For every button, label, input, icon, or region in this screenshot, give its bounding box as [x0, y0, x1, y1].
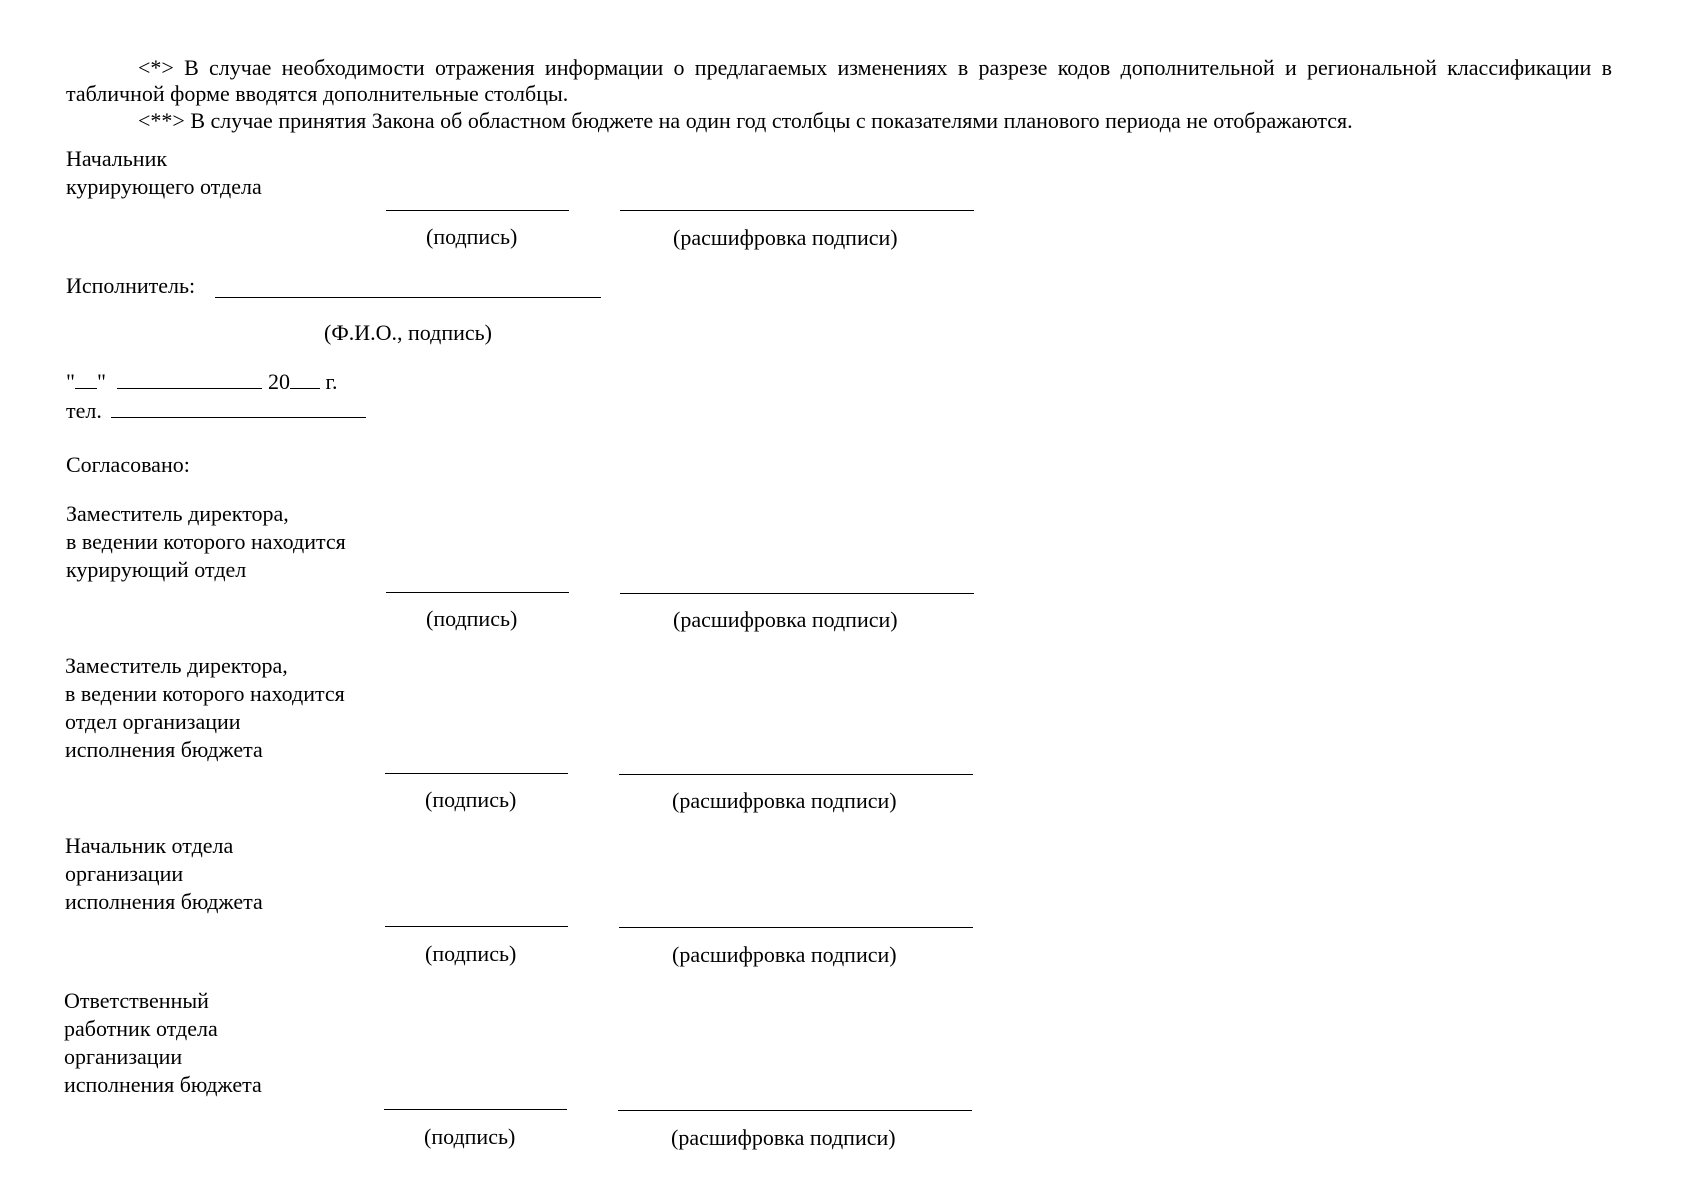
footnote-1: <*> В случае необходимости отражения информации о предлагаемых изменениях в разрезе кодов дополнительной и региональной классификации в табличной форме вводятся дополнительные столбцы. — [66, 55, 1612, 106]
phone-label: тел. — [66, 398, 102, 423]
chief-decoding-line — [619, 927, 973, 928]
responsible-signature-caption: (подпись) — [424, 1124, 516, 1149]
date-quote-open: " — [66, 369, 75, 394]
responsible-line3: организации — [64, 1044, 183, 1069]
chief-line2: организации — [65, 861, 184, 886]
head-signature-caption: (подпись) — [426, 224, 518, 249]
deputy2-line2: в ведении которого находится — [65, 681, 345, 706]
chief-decoding-caption: (расшифровка подписи) — [672, 942, 897, 967]
deputy1-signature-caption: (подпись) — [426, 606, 518, 631]
executor-caption: (Ф.И.О., подпись) — [324, 320, 492, 345]
executor-line — [215, 297, 601, 298]
deputy1-decoding-line — [620, 593, 974, 594]
deputy2-decoding-caption: (расшифровка подписи) — [672, 788, 897, 813]
responsible-line2: работник отдела — [64, 1016, 218, 1041]
date-month-blank — [117, 370, 262, 389]
responsible-line1: Ответственный — [64, 988, 209, 1013]
responsible-decoding-caption: (расшифровка подписи) — [671, 1125, 896, 1150]
date-year-prefix: 20 — [267, 369, 290, 394]
chief-signature-caption: (подпись) — [425, 941, 517, 966]
footnote-2: <**> В случае принятия Закона об областном бюджете на один год столбцы с показателями планового периода не отображаются. — [138, 108, 1353, 133]
head-title-line1: Начальник — [66, 146, 168, 171]
chief-line3: исполнения бюджета — [65, 889, 263, 914]
deputy2-signature-line — [385, 773, 568, 774]
head-decoding-caption: (расшифровка подписи) — [673, 225, 898, 250]
date-quote-close: " — [96, 369, 106, 394]
phone-blank — [111, 399, 366, 418]
deputy1-decoding-caption: (расшифровка подписи) — [673, 607, 898, 632]
executor-label: Исполнитель: — [66, 273, 196, 298]
deputy1-line3: курирующий отдел — [66, 557, 247, 582]
responsible-decoding-line — [618, 1110, 972, 1111]
date-line — [66, 368, 338, 396]
date-year-suffix: г. — [325, 369, 338, 394]
deputy1-line2: в ведении которого находится — [66, 529, 346, 554]
responsible-line4: исполнения бюджета — [64, 1072, 262, 1097]
date-day-blank — [75, 370, 97, 389]
head-title-line2: курирующего отдела — [66, 174, 262, 199]
chief-line1: Начальник отдела — [65, 833, 234, 858]
date-year-blank — [290, 370, 320, 389]
deputy1-signature-line — [386, 592, 569, 593]
deputy2-line3: отдел организации — [65, 709, 241, 734]
head-decoding-line — [620, 210, 974, 211]
chief-signature-line — [385, 926, 568, 927]
deputy2-line1: Заместитель директора, — [65, 653, 288, 678]
phone-line — [66, 397, 366, 425]
deputy2-decoding-line — [619, 774, 973, 775]
deputy2-line4: исполнения бюджета — [65, 737, 263, 762]
agreed-label: Согласовано: — [66, 452, 190, 477]
deputy1-line1: Заместитель директора, — [66, 501, 289, 526]
head-signature-line — [386, 210, 569, 211]
deputy2-signature-caption: (подпись) — [425, 787, 517, 812]
responsible-signature-line — [384, 1109, 567, 1110]
